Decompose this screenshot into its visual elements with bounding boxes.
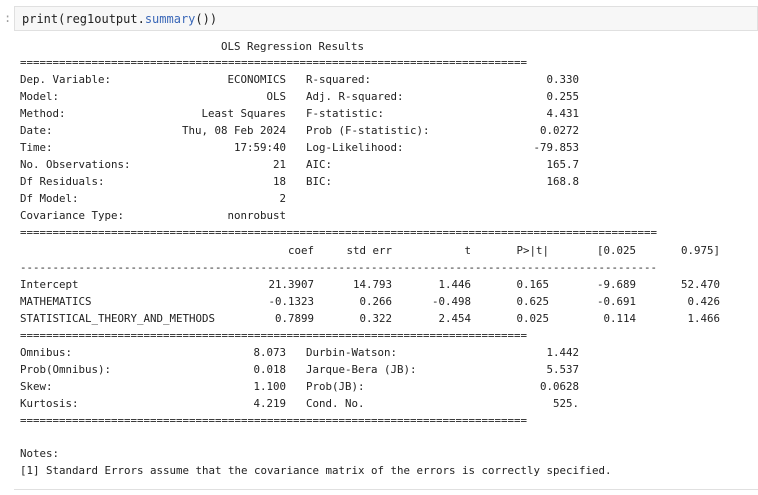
fit-stat-label: Log-Likelihood: [306,141,404,154]
fit-stat-label: F-statistic: [306,107,385,120]
diag-label: Prob(JB): [306,380,365,393]
coef-header: [0.025 [596,244,636,257]
fit-stat-value: 0.330 [546,73,579,86]
rule-after-coef: ============================================================================== [20,329,528,342]
diag-label: Omnibus: [20,346,73,359]
cell-divider [14,489,758,490]
diag-label: Skew: [20,380,53,393]
diag-label: Durbin-Watson: [306,346,398,359]
diag-value: 1.442 [546,346,579,359]
rule-bottom: ============================================================================== [20,414,528,427]
coef-value: 1.446 [438,278,471,291]
coef-value: 0.025 [516,312,549,325]
diag-label: Prob(Omnibus): [20,363,112,376]
diag-label: Jarque-Bera (JB): [306,363,417,376]
model-info-value: 21 [272,158,286,171]
coef-value: -0.691 [596,295,636,308]
fit-stat-label: R-squared: [306,73,372,86]
model-info-label: Method: [20,107,66,120]
coef-value: 0.114 [603,312,636,325]
code-prefix: print(reg1output. [22,12,145,26]
model-info-label: Date: [20,124,53,137]
diag-label: Kurtosis: [20,397,79,410]
model-info-value: 17:59:40 [233,141,286,154]
model-info-label: No. Observations: [20,158,131,171]
code-line[interactable] [22,12,217,26]
diag-value: 5.537 [546,363,579,376]
code-suffix: ()) [195,12,218,26]
coef-header: P>|t| [516,244,549,257]
model-info-value: 2 [279,192,286,205]
notes-line: [1] Standard Errors assume that the covariance matrix of the errors is correctly specified. [20,464,612,477]
notes-title: Notes: [20,447,60,460]
model-info-label: Covariance Type: [20,209,125,222]
code-method: summary [144,12,196,26]
coef-header: t [464,244,471,257]
model-info-label: Df Residuals: [20,175,105,188]
rule-top: ============================================================================== [20,56,528,69]
fit-stat-value: 4.431 [546,107,579,120]
rule-before-coef: ================================================================================================== [20,226,658,239]
coef-value: -0.1323 [268,295,314,308]
diag-value: 4.219 [253,397,286,410]
coef-value: 0.322 [359,312,392,325]
fit-stat-label: Adj. R-squared: [306,90,404,103]
coef-value: 21.3907 [268,278,314,291]
coef-value: 0.165 [516,278,549,291]
coef-value: 1.466 [687,312,720,325]
model-info-value: Least Squares [201,107,286,120]
coef-row-name: STATISTICAL_THEORY_AND_METHODS [20,312,216,325]
coef-value: 0.625 [516,295,549,308]
model-info-label: Dep. Variable: [20,73,112,86]
model-info-value: nonrobust [227,209,286,222]
model-info-label: Time: [20,141,53,154]
fit-stat-value: 0.255 [546,90,579,103]
diag-value: 0.018 [253,363,286,376]
code-cell-input[interactable] [14,6,758,31]
cell-prompt: : [4,11,12,25]
fit-stat-label: AIC: [306,158,333,171]
coef-row-name: Intercept [20,278,79,291]
diag-value: 0.0628 [539,380,579,393]
diag-value: 1.100 [253,380,286,393]
coef-header: std err [346,244,392,257]
model-info-value: Thu, 08 Feb 2024 [181,124,286,137]
coef-value: -9.689 [596,278,636,291]
diag-value: 8.073 [253,346,286,359]
model-info-label: Model: [20,90,60,103]
coef-value: -0.498 [431,295,471,308]
model-info-value: ECONOMICS [227,73,286,86]
fit-stat-label: Prob (F-statistic): [306,124,430,137]
model-info-value: OLS [266,90,286,103]
model-info-label: Df Model: [20,192,79,205]
coef-value: 0.266 [359,295,392,308]
diag-value: 525. [552,397,579,410]
diag-label: Cond. No. [306,397,365,410]
coef-value: 0.426 [687,295,720,308]
fit-stat-value: 168.8 [546,175,579,188]
fit-stat-label: BIC: [306,175,333,188]
fit-stat-value: 0.0272 [539,124,579,137]
coef-header: 0.975] [680,244,720,257]
coef-header: coef [287,244,314,257]
coef-value: 2.454 [438,312,471,325]
fit-stat-value: -79.853 [533,141,579,154]
coef-value: 14.793 [352,278,392,291]
coef-value: 52.470 [680,278,720,291]
rule-coef-header: -------------------------------------------------------------------------------------------------- [20,261,658,274]
coef-row-name: MATHEMATICS [20,295,92,308]
model-info-value: 18 [272,175,286,188]
coef-value: 0.7899 [274,312,314,325]
summary-title: OLS Regression Results [221,40,365,53]
fit-stat-value: 165.7 [546,158,579,171]
